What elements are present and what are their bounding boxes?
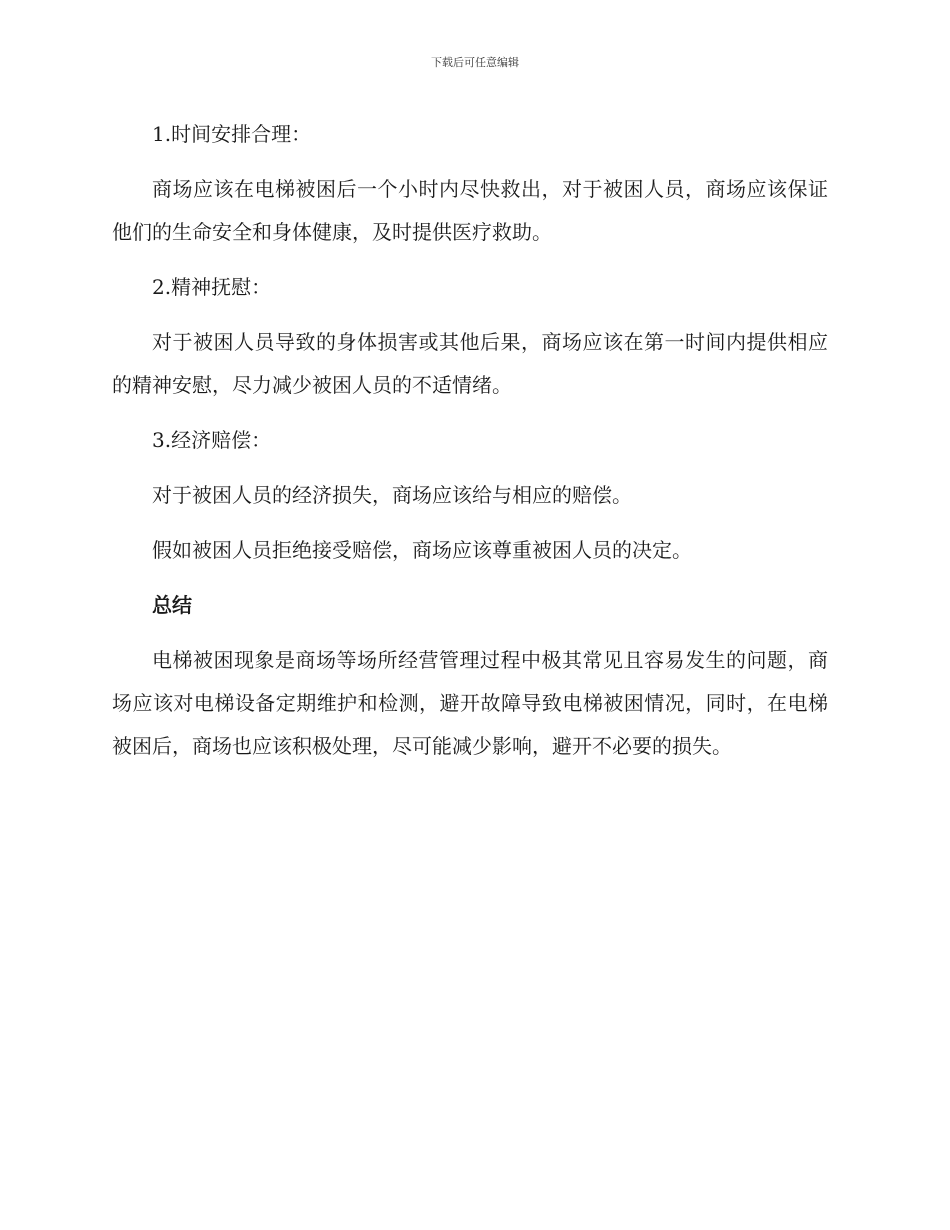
paragraph-summary: 电梯被困现象是商场等场所经营管理过程中极其常见且容易发生的问题，商场应该对电梯设备定期维护和检测，避开故障导致电梯被困情况，同时，在电梯被困后，商场也应该积极处理，尽可能减少影响，避开不必要的损失。 [112, 648, 828, 758]
item-heading-1: 1.时间安排合理： [152, 122, 312, 146]
paragraph-comfort: 对于被困人员导致的身体损害或其他后果，商场应该在第一时间内提供相应的精神安慰，尽力减少被困人员的不适情绪。 [112, 330, 828, 397]
document-body [112, 113, 828, 780]
item-heading-2: 2.精神抚慰： [152, 275, 272, 299]
page-header: 下载后可任意编辑 [431, 56, 519, 69]
paragraph-rescue: 商场应该在电梯被困后一个小时内尽快救出，对于被困人员，商场应该保证他们的生命安全和身体健康，及时提供医疗救助。 [112, 177, 828, 244]
paragraph-refusal: 假如被困人员拒绝接受赔偿，商场应该尊重被困人员的决定。 [152, 538, 692, 562]
item-heading-3: 3.经济赔偿： [152, 428, 272, 452]
section-heading-summary: 总结 [152, 593, 192, 617]
paragraph-compensation: 对于被困人员的经济损失，商场应该给与相应的赔偿。 [152, 483, 632, 507]
